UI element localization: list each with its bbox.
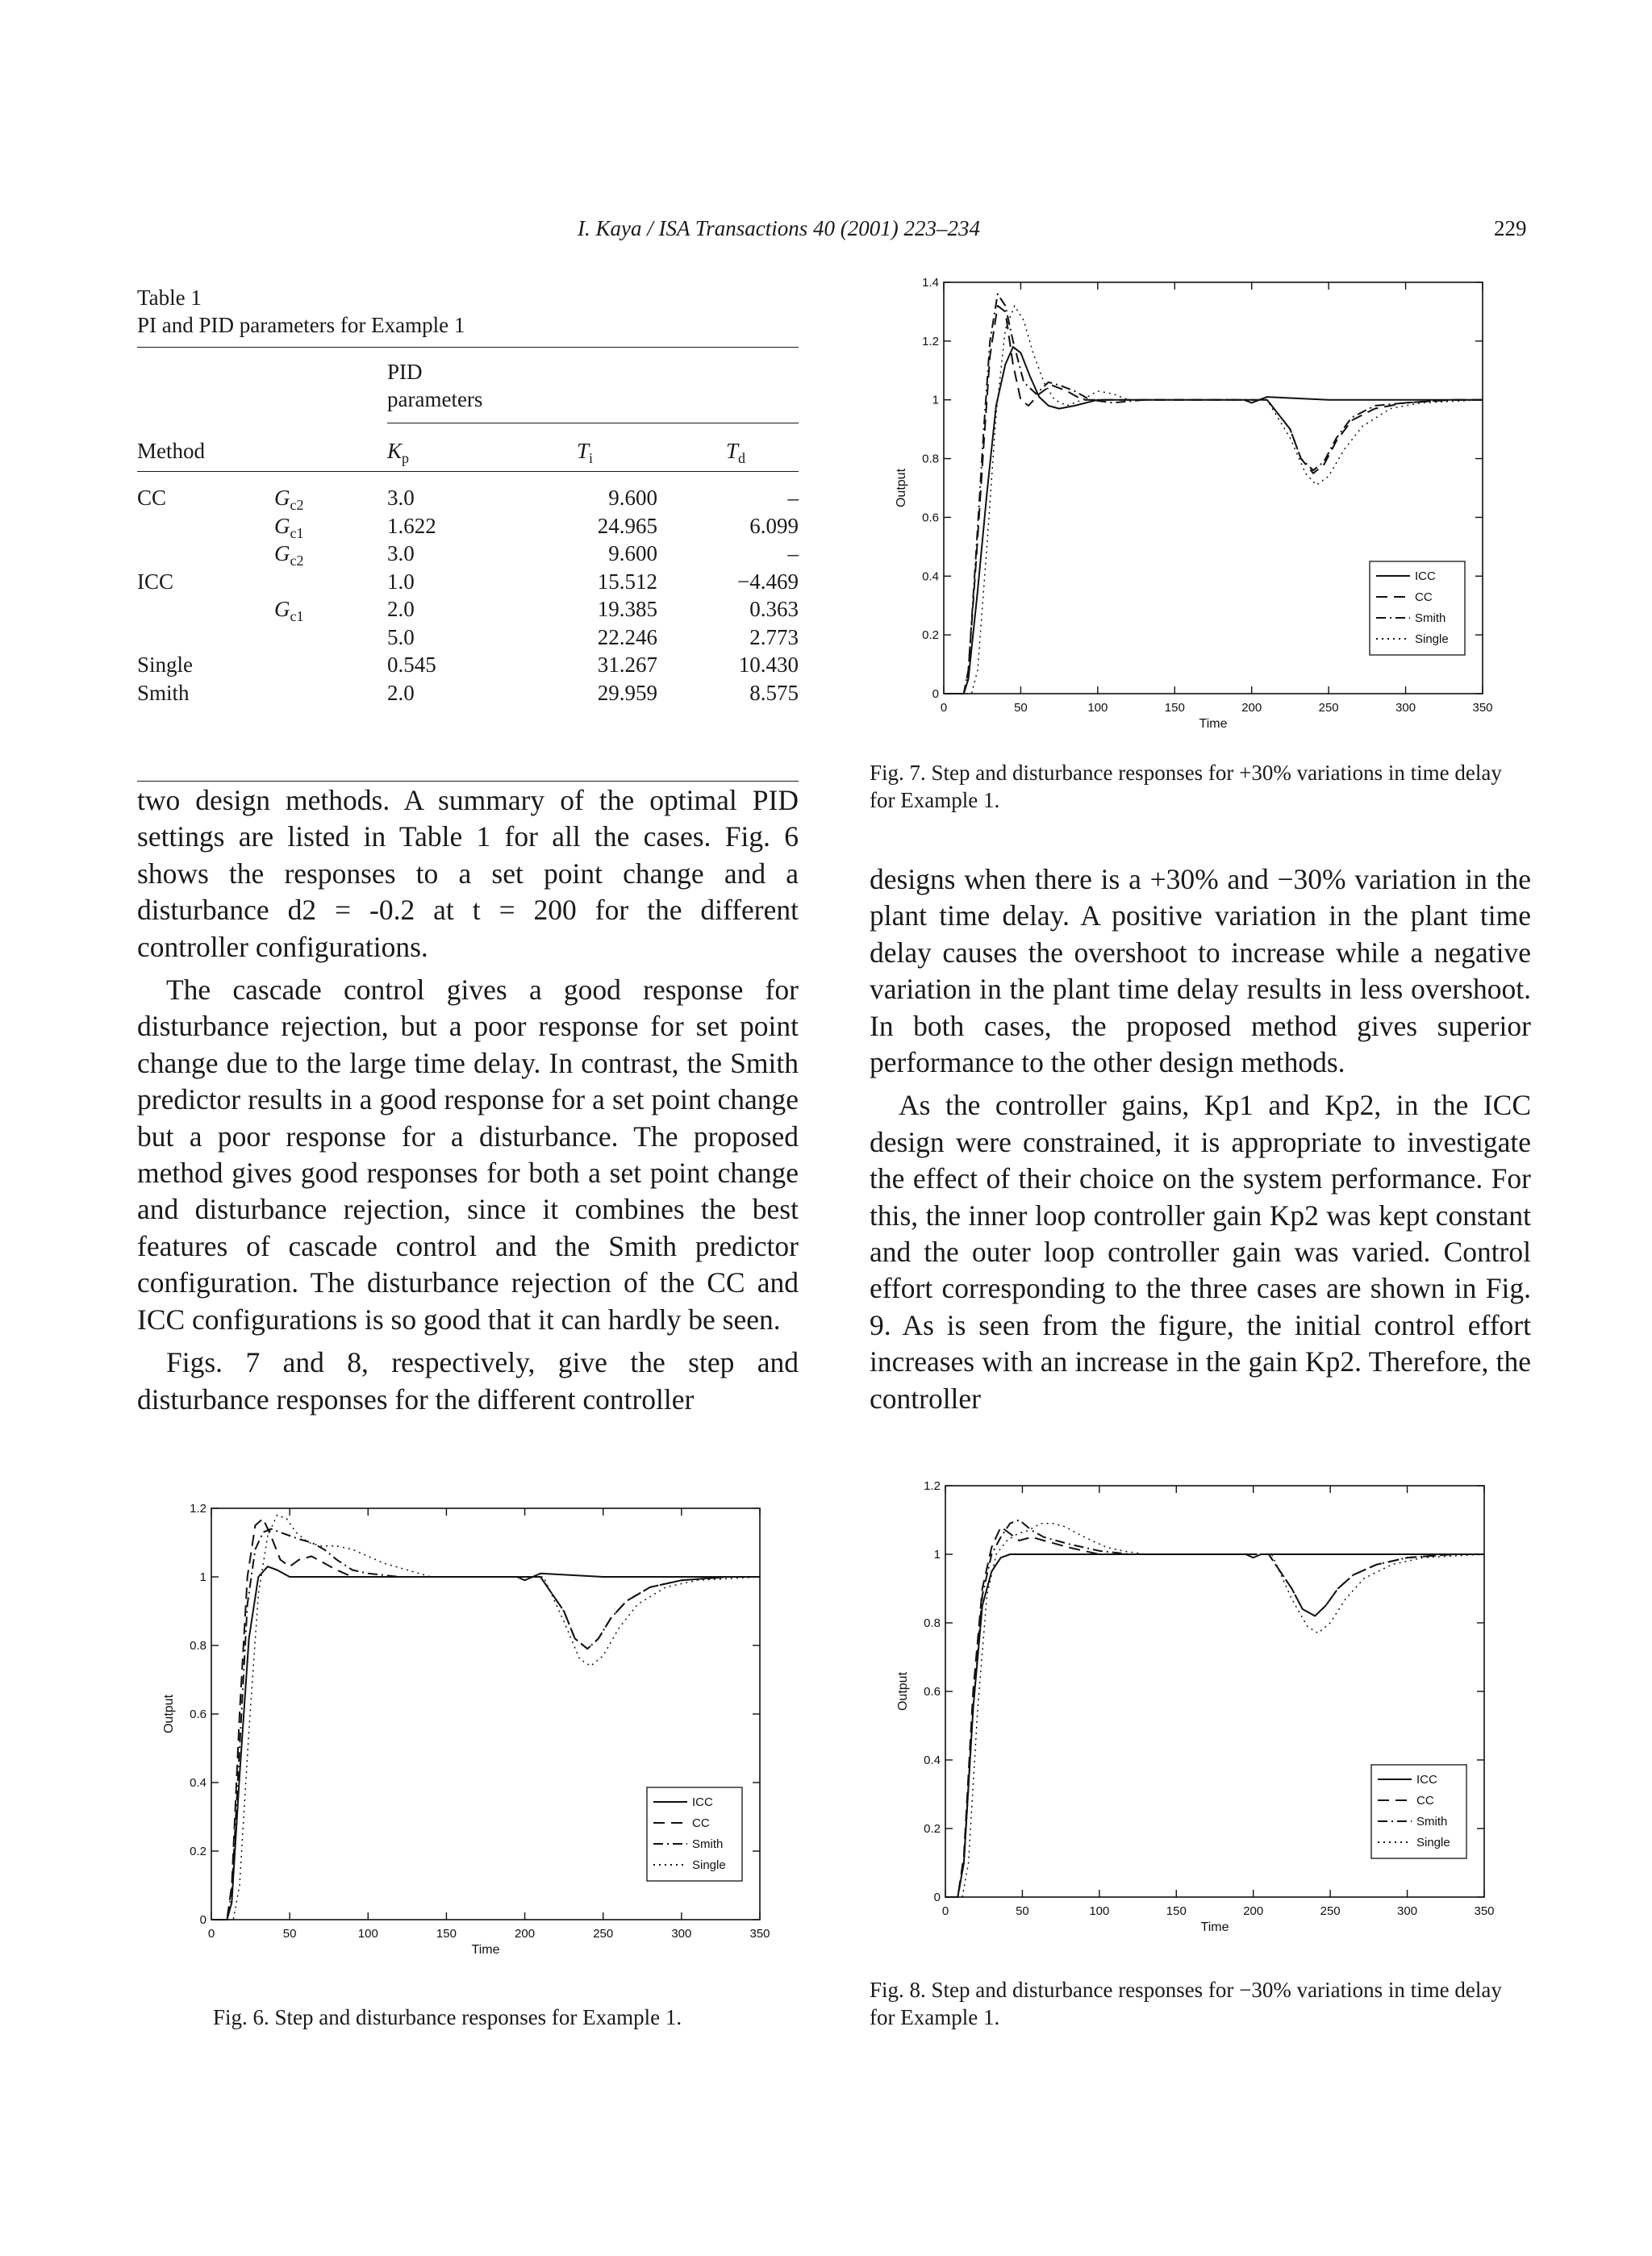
x-tick-label: 0: [207, 1927, 215, 1941]
y-tick-label: 1.4: [922, 276, 939, 290]
left-column-text: [137, 782, 799, 1424]
y-tick-label: 0.2: [924, 1822, 941, 1836]
x-tick-label: 300: [671, 1927, 692, 1941]
left-paragraph-3: Figs. 7 and 8, respectively, give the step and disturbance responses for the different controller: [137, 1346, 799, 1416]
cell-method: Smith: [137, 680, 190, 705]
right-column-text: [870, 861, 1531, 1424]
y-tick-label: 0.2: [190, 1845, 206, 1858]
cell-td: 0.363: [749, 597, 799, 621]
x-tick-label: 100: [1089, 1904, 1110, 1918]
col-header-method: Method: [137, 439, 205, 463]
cell-ti: 19.385: [597, 597, 657, 621]
cell-ti: 31.267: [597, 653, 657, 677]
y-tick-label: 0: [933, 1891, 941, 1904]
legend-label-cc: CC: [1415, 590, 1433, 604]
group-header-line1: PID: [387, 360, 423, 384]
cell-ti: 15.512: [597, 569, 657, 594]
figure-7: [895, 274, 1508, 746]
x-tick-label: 100: [1087, 701, 1108, 715]
col-header-ti: $T_i$: [577, 439, 594, 466]
cell-kp: 3.0: [387, 541, 415, 565]
cell-td: 8.575: [749, 680, 799, 705]
table-header-rule: [137, 471, 799, 472]
y-tick-label: 1: [932, 393, 939, 407]
cell-controller: $G_{c1}$: [274, 597, 304, 624]
running-head: [0, 216, 1652, 248]
group-header-line2: parameters: [387, 387, 483, 411]
cell-ti: 29.959: [597, 680, 657, 705]
y-tick-label: 1: [199, 1570, 206, 1584]
y-tick-label: 0.8: [922, 452, 939, 466]
legend-label-icc: ICC: [692, 1795, 713, 1809]
cell-kp: 2.0: [387, 597, 415, 621]
x-tick-label: 200: [1241, 701, 1262, 715]
fig7-caption: Fig. 7. Step and disturbance responses for +30% variations in time delay for Example 1.: [870, 761, 1502, 812]
cell-controller: $G_{c2}$: [274, 486, 304, 513]
x-tick-label: 150: [436, 1927, 457, 1941]
legend-label-single: Single: [1416, 1836, 1450, 1849]
x-tick-label: 0: [940, 701, 948, 715]
cell-td: –: [787, 486, 799, 510]
cell-kp: 5.0: [387, 624, 415, 649]
cell-kp: 0.545: [387, 653, 436, 677]
cell-ti: 22.246: [597, 624, 657, 649]
x-axis-label: Time: [1199, 717, 1228, 731]
fig8-caption: Fig. 8. Step and disturbance responses for −30% variations in time delay for Example 1.: [870, 1978, 1502, 2029]
cell-method: ICC: [137, 569, 174, 594]
fig7-chart: [895, 274, 1508, 742]
cell-td: 10.430: [738, 653, 799, 677]
legend-label-smith: Smith: [1415, 611, 1446, 625]
y-tick-label: 0.4: [924, 1754, 941, 1767]
y-tick-label: 0.6: [190, 1708, 206, 1721]
cell-kp: 3.0: [387, 486, 415, 510]
x-tick-label: 50: [1014, 701, 1028, 715]
cell-ti: 9.600: [608, 541, 657, 565]
table-label: Table 1: [137, 286, 202, 310]
x-tick-label: 250: [593, 1927, 614, 1941]
x-tick-label: 50: [1016, 1904, 1029, 1918]
cell-td: −4.469: [737, 569, 799, 594]
y-tick-label: 0.8: [924, 1616, 941, 1630]
x-tick-label: 50: [282, 1927, 297, 1941]
col-header-kp: $K_p$: [387, 439, 410, 466]
fig8-chart: [895, 1476, 1508, 1944]
y-tick-label: 1.2: [190, 1502, 206, 1516]
cell-controller: $G_{c1}$: [274, 513, 304, 541]
table-bottom-rule: [137, 781, 799, 782]
y-axis-label: Output: [895, 468, 908, 508]
cell-kp: 1.0: [387, 569, 415, 594]
x-tick-label: 100: [357, 1927, 378, 1941]
cell-method: CC: [137, 486, 167, 510]
y-tick-label: 0.4: [190, 1776, 206, 1790]
legend-label-single: Single: [692, 1858, 726, 1872]
figure-6: [153, 1492, 782, 1972]
x-tick-label: 300: [1397, 1904, 1418, 1918]
y-tick-label: 0.4: [922, 569, 939, 584]
y-tick-label: 1: [933, 1548, 941, 1562]
cell-ti: 24.965: [597, 513, 657, 538]
fig6-chart: [153, 1492, 782, 1968]
x-tick-label: 150: [1164, 701, 1185, 715]
legend-label-cc: CC: [692, 1816, 710, 1830]
legend-label-icc: ICC: [1415, 569, 1436, 583]
left-paragraph-2: The cascade control gives a good response for disturbance rejection, but a poor response for set point change due to the large time delay. In contrast, the Smith predictor results in a good response for a set point change but a poor response for a disturbance. The proposed method gives good responses for both a set point change and disturbance rejection, since it combines the best features of cascade control and the Smith predictor configuration. The disturbance rejection of the CC and ICC configurations is so good that it can hardly be seen.: [137, 974, 799, 1336]
y-tick-label: 0.2: [922, 628, 939, 643]
cell-method: Single: [137, 653, 194, 677]
cell-td: 2.773: [749, 624, 799, 649]
y-axis-label: Output: [896, 1671, 910, 1712]
cell-td: –: [787, 541, 799, 565]
col-header-td: $T_d$: [726, 439, 746, 466]
page-number: 229: [1494, 216, 1527, 240]
cell-ti: 9.600: [608, 486, 657, 510]
x-axis-label: Time: [471, 1943, 500, 1957]
legend-label-single: Single: [1415, 632, 1449, 646]
y-tick-label: 0: [932, 687, 939, 701]
cell-kp: 2.0: [387, 680, 415, 705]
x-tick-label: 200: [515, 1927, 536, 1941]
legend-label-icc: ICC: [1416, 1773, 1437, 1787]
table-top-rule: [137, 347, 799, 348]
y-tick-label: 0: [199, 1913, 206, 1927]
legend-label-smith: Smith: [1416, 1815, 1448, 1829]
running-title: I. Kaya / ISA Transactions 40 (2001) 223–234: [578, 216, 980, 240]
y-axis-label: Output: [162, 1694, 176, 1734]
fig6-caption: Fig. 6. Step and disturbance responses for Example 1.: [213, 2005, 682, 2029]
right-paragraph-1: designs when there is a +30% and −30% variation in the plant time delay. A positive variation in the plant time delay causes the overshoot to increase while a negative variation in the plant time delay results in less overshoot. In both cases, the proposed method gives superior performance to the other design methods.: [870, 863, 1531, 1079]
x-tick-label: 0: [941, 1904, 949, 1918]
y-tick-label: 0.6: [922, 511, 939, 525]
parameter-table: [137, 284, 799, 799]
x-tick-label: 350: [1474, 1904, 1495, 1918]
legend-label-smith: Smith: [692, 1837, 724, 1851]
legend-label-cc: CC: [1416, 1794, 1434, 1808]
y-tick-label: 1.2: [924, 1479, 941, 1493]
table-caption: PI and PID parameters for Example 1: [137, 313, 465, 337]
x-tick-label: 250: [1318, 701, 1339, 715]
x-tick-label: 250: [1320, 1904, 1341, 1918]
x-tick-label: 150: [1166, 1904, 1187, 1918]
x-axis-label: Time: [1200, 1920, 1229, 1934]
cell-td: 6.099: [749, 513, 799, 538]
y-tick-label: 0.8: [190, 1639, 206, 1653]
figure-8: [895, 1476, 1508, 1948]
x-tick-label: 300: [1395, 701, 1416, 715]
x-tick-label: 200: [1243, 1904, 1264, 1918]
left-paragraph-1: two design methods. A summary of the optimal PID settings are listed in Table 1 for all the cases. Fig. 6 shows the responses to a set point change and a disturbance d2 = -0.2 at t = 200 for the different controller configurations.: [137, 784, 799, 963]
cell-controller: $G_{c2}$: [274, 541, 304, 569]
right-paragraph-2: As the controller gains, Kp1 and Kp2, in the ICC design were constrained, it is appropriate to investigate the effect of their choice on the system performance. For this, the inner loop controller gain Kp2 was kept constant and the outer loop controller gain was varied. Control effort corresponding to the three cases are shown in Fig. 9. As is seen from the figure, the initial control effort increases with an increase in the gain Kp2. Therefore, the controller: [870, 1089, 1531, 1415]
x-tick-label: 350: [749, 1927, 770, 1941]
cell-kp: 1.622: [387, 513, 436, 538]
x-tick-label: 350: [1472, 701, 1493, 715]
y-tick-label: 1.2: [922, 334, 939, 348]
y-tick-label: 0.6: [924, 1685, 941, 1699]
